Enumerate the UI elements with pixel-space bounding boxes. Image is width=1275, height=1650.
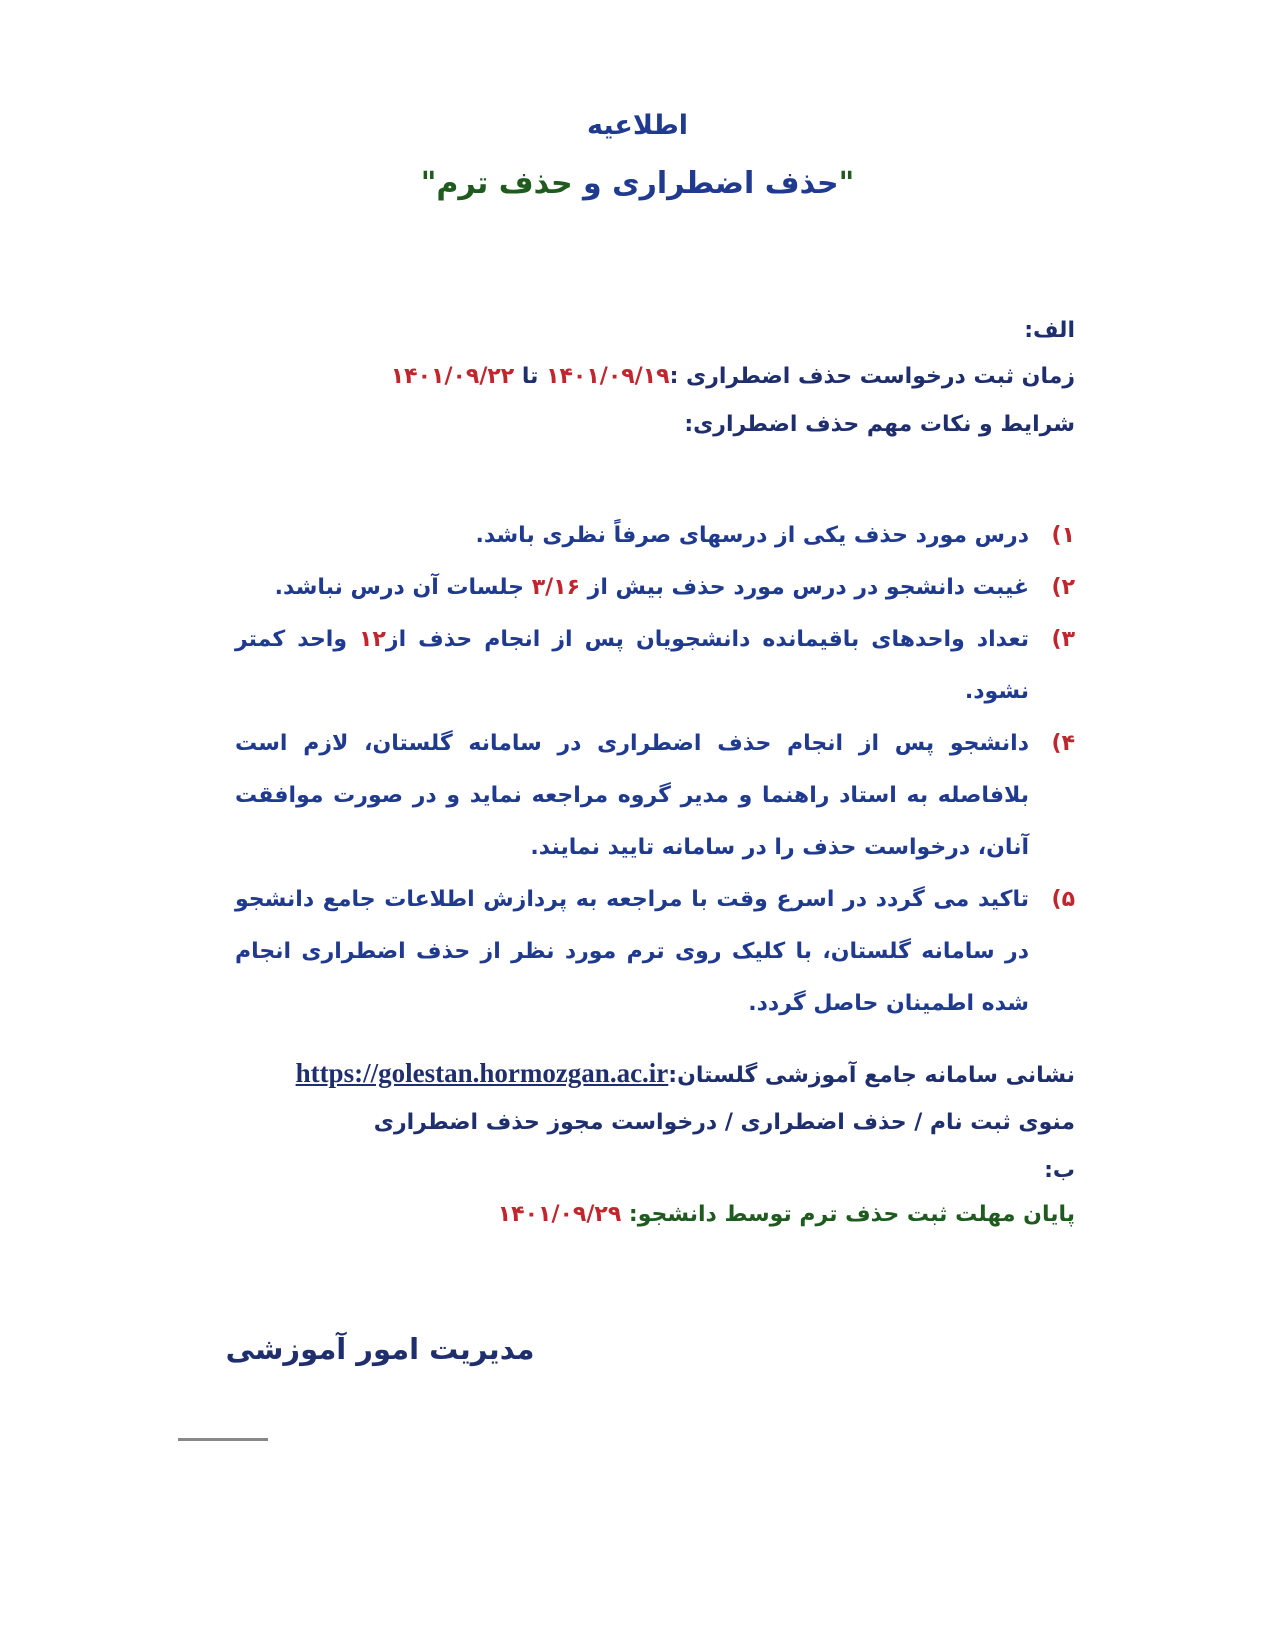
list-item-text: تاکید می گردد در اسرع وقت با مراجعه به پردازش اطلاعات جامع دانشجو در سامانه گلستان، با کلیک روی ترم مورد نظر از حذف اضطراری انجام شده اطمینان حاصل گردد.	[235, 887, 1029, 1016]
page-subtitle	[0, 166, 1275, 201]
system-address-link[interactable]: https://golestan.hormozgan.ac.ir	[295, 1058, 669, 1088]
list-item-text-before: غیبت دانشجو در درس مورد حذف بیش از	[580, 575, 1029, 600]
list-item-text: دانشجو پس از انجام حذف اضطراری در سامانه گلستان، لازم است بلافاصله به استاد راهنما و مدیر گروه مراجعه نماید و در صورت موافقت آنان، درخواست حذف را در سامانه تایید نمایند.	[235, 731, 1029, 860]
deadline-label: پایان مهلت ثبت حذف ترم توسط دانشجو:	[621, 1202, 1075, 1227]
conditions-list	[235, 510, 1075, 1030]
list-item-number: ۵)	[1051, 887, 1075, 912]
list-item-text: درس مورد حذف یکی از درسهای صرفاً نظری باشد.	[475, 523, 1029, 548]
list-item-text	[235, 562, 1029, 614]
registration-to-word: تا	[514, 364, 547, 389]
list-item-number: ۱)	[1051, 523, 1075, 548]
registration-time-label: زمان ثبت درخواست حذف اضطراری :	[669, 364, 1075, 389]
list-item	[235, 510, 1075, 562]
list-item-number: ۴)	[1051, 731, 1075, 756]
registration-end-date: ۱۴۰۱/۰۹/۲۲	[390, 364, 515, 389]
system-address-label: نشانی سامانه جامع آموزشی گلستان:	[668, 1063, 1075, 1088]
menu-path: منوی ثبت نام / حذف اضطراری / درخواست مجوز حذف اضطراری	[373, 1110, 1075, 1135]
list-item-number: ۳)	[1051, 627, 1075, 652]
footnote-divider	[178, 1438, 268, 1441]
subtitle-quote-close: "	[420, 166, 437, 201]
list-item-highlight: ۱۲	[359, 627, 386, 652]
list-item	[235, 562, 1075, 614]
subtitle-part-term: حذف ترم	[436, 166, 573, 201]
list-item-text-after: واحد کمتر نشود.	[235, 627, 1029, 704]
conditions-heading: شرایط و نکات مهم حذف اضطراری:	[684, 412, 1075, 437]
list-item	[235, 874, 1075, 1030]
page-title: اطلاعیه	[586, 110, 689, 141]
system-address-line	[296, 1058, 1075, 1089]
registration-start-date: ۱۴۰۱/۰۹/۱۹	[546, 364, 670, 389]
subtitle-quote-open: "	[838, 166, 855, 201]
signature: مدیریت امور آموزشی	[225, 1332, 535, 1366]
list-item	[235, 718, 1075, 874]
section-b-label: ب:	[1044, 1158, 1075, 1183]
list-item-text-before: تعداد واحدهای باقیمانده دانشجویان پس از انجام حذف از	[385, 627, 1029, 652]
registration-time-line	[391, 364, 1075, 389]
list-item-number: ۲)	[1051, 575, 1075, 600]
term-withdrawal-deadline	[498, 1202, 1075, 1227]
subtitle-part-emergency: حذف اضطراری و	[572, 166, 839, 201]
deadline-date: ۱۴۰۱/۰۹/۲۹	[497, 1202, 622, 1227]
section-a-label: الف:	[1024, 318, 1075, 343]
list-item-text	[235, 614, 1029, 718]
list-item	[235, 614, 1075, 718]
list-item-highlight: ۳/۱۶	[531, 575, 581, 600]
list-item-text-after: جلسات آن درس نباشد.	[274, 575, 532, 600]
